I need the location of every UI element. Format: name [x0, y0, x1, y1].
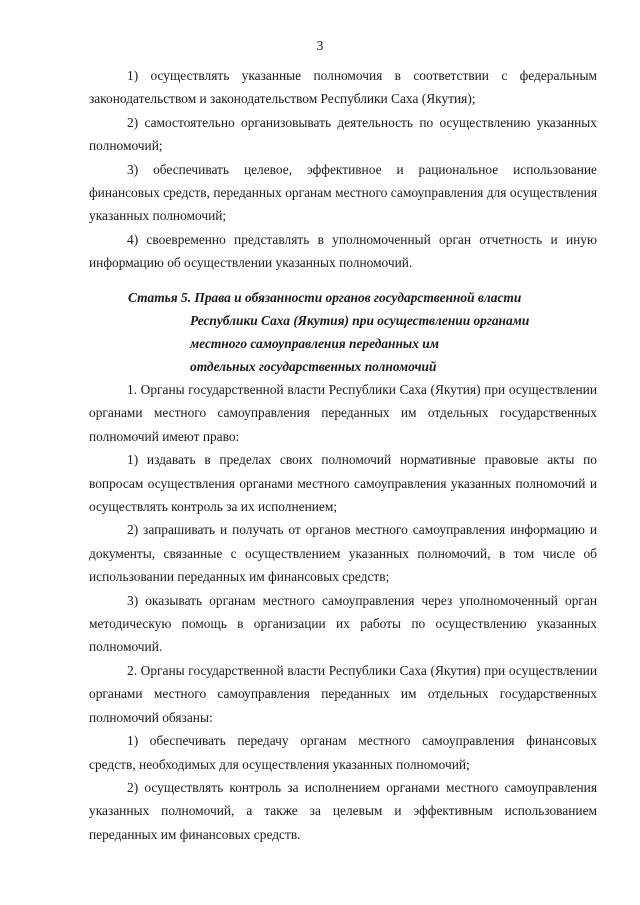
list-item: 4) своевременно представлять в уполномоченный орган отчетность и иную информацию об осуществлении указанных полномочий. [89, 231, 597, 271]
section-intro: 1. Органы государственной власти Республики Саха (Якутия) при осуществлении органами местного самоуправления переданных им отдельных государственных полномочий имеют право: [89, 382, 597, 444]
article-body [89, 378, 597, 846]
list-item: 1) осуществлять указанные полномочия в соответствии с федеральным законодательством и законодательством Республики Саха (Якутия); [89, 68, 597, 107]
article-heading-line: местного самоуправления переданных им [190, 336, 439, 351]
top-list [89, 64, 597, 275]
list-item: 2) осуществлять контроль за исполнением органами местного самоуправления указанных полномочий, а также за целевым и эффективным использованием переданных им финансовых средств. [89, 779, 597, 842]
page-number: 3 [316, 38, 324, 53]
article-heading-line: Республики Саха (Якутия) при осуществлении органами [190, 313, 530, 328]
list-item: 3) обеспечивать целевое, эффективное и рациональное использование финансовых средств, переданных органам местного самоуправления для осуществления указанных полномочий; [89, 161, 597, 224]
list-item: 1) издавать в пределах своих полномочий нормативные правовые акты по вопросам осуществления органами местного самоуправления указанных полномочий и осуществлять контроль за их исполнением; [89, 452, 597, 515]
list-item: 2) запрашивать и получать от органов местного самоуправления информацию и документы, связанные с осуществлением указанных полномочий, в том числе об использовании переданных им финансовых средств; [89, 522, 597, 585]
section-intro: 2. Органы государственной власти Республики Саха (Якутия) при осуществлении органами местного самоуправления переданных им отдельных государственных полномочий обязаны: [89, 662, 597, 725]
article-heading-line: Статья 5. Права и обязанности органов государственной власти [128, 290, 522, 305]
list-item: 3) оказывать органам местного самоуправления через уполномоченный орган методическую помощь в организации их работы по осуществлению указанных полномочий. [89, 592, 597, 655]
list-item: 1) обеспечивать передачу органам местного самоуправления финансовых средств, необходимых для осуществления указанных полномочий; [89, 733, 597, 772]
list-item: 2) самостоятельно организовывать деятельность по осуществлению указанных полномочий; [89, 114, 597, 154]
article-heading-line: отдельных государственных полномочий [190, 359, 437, 374]
